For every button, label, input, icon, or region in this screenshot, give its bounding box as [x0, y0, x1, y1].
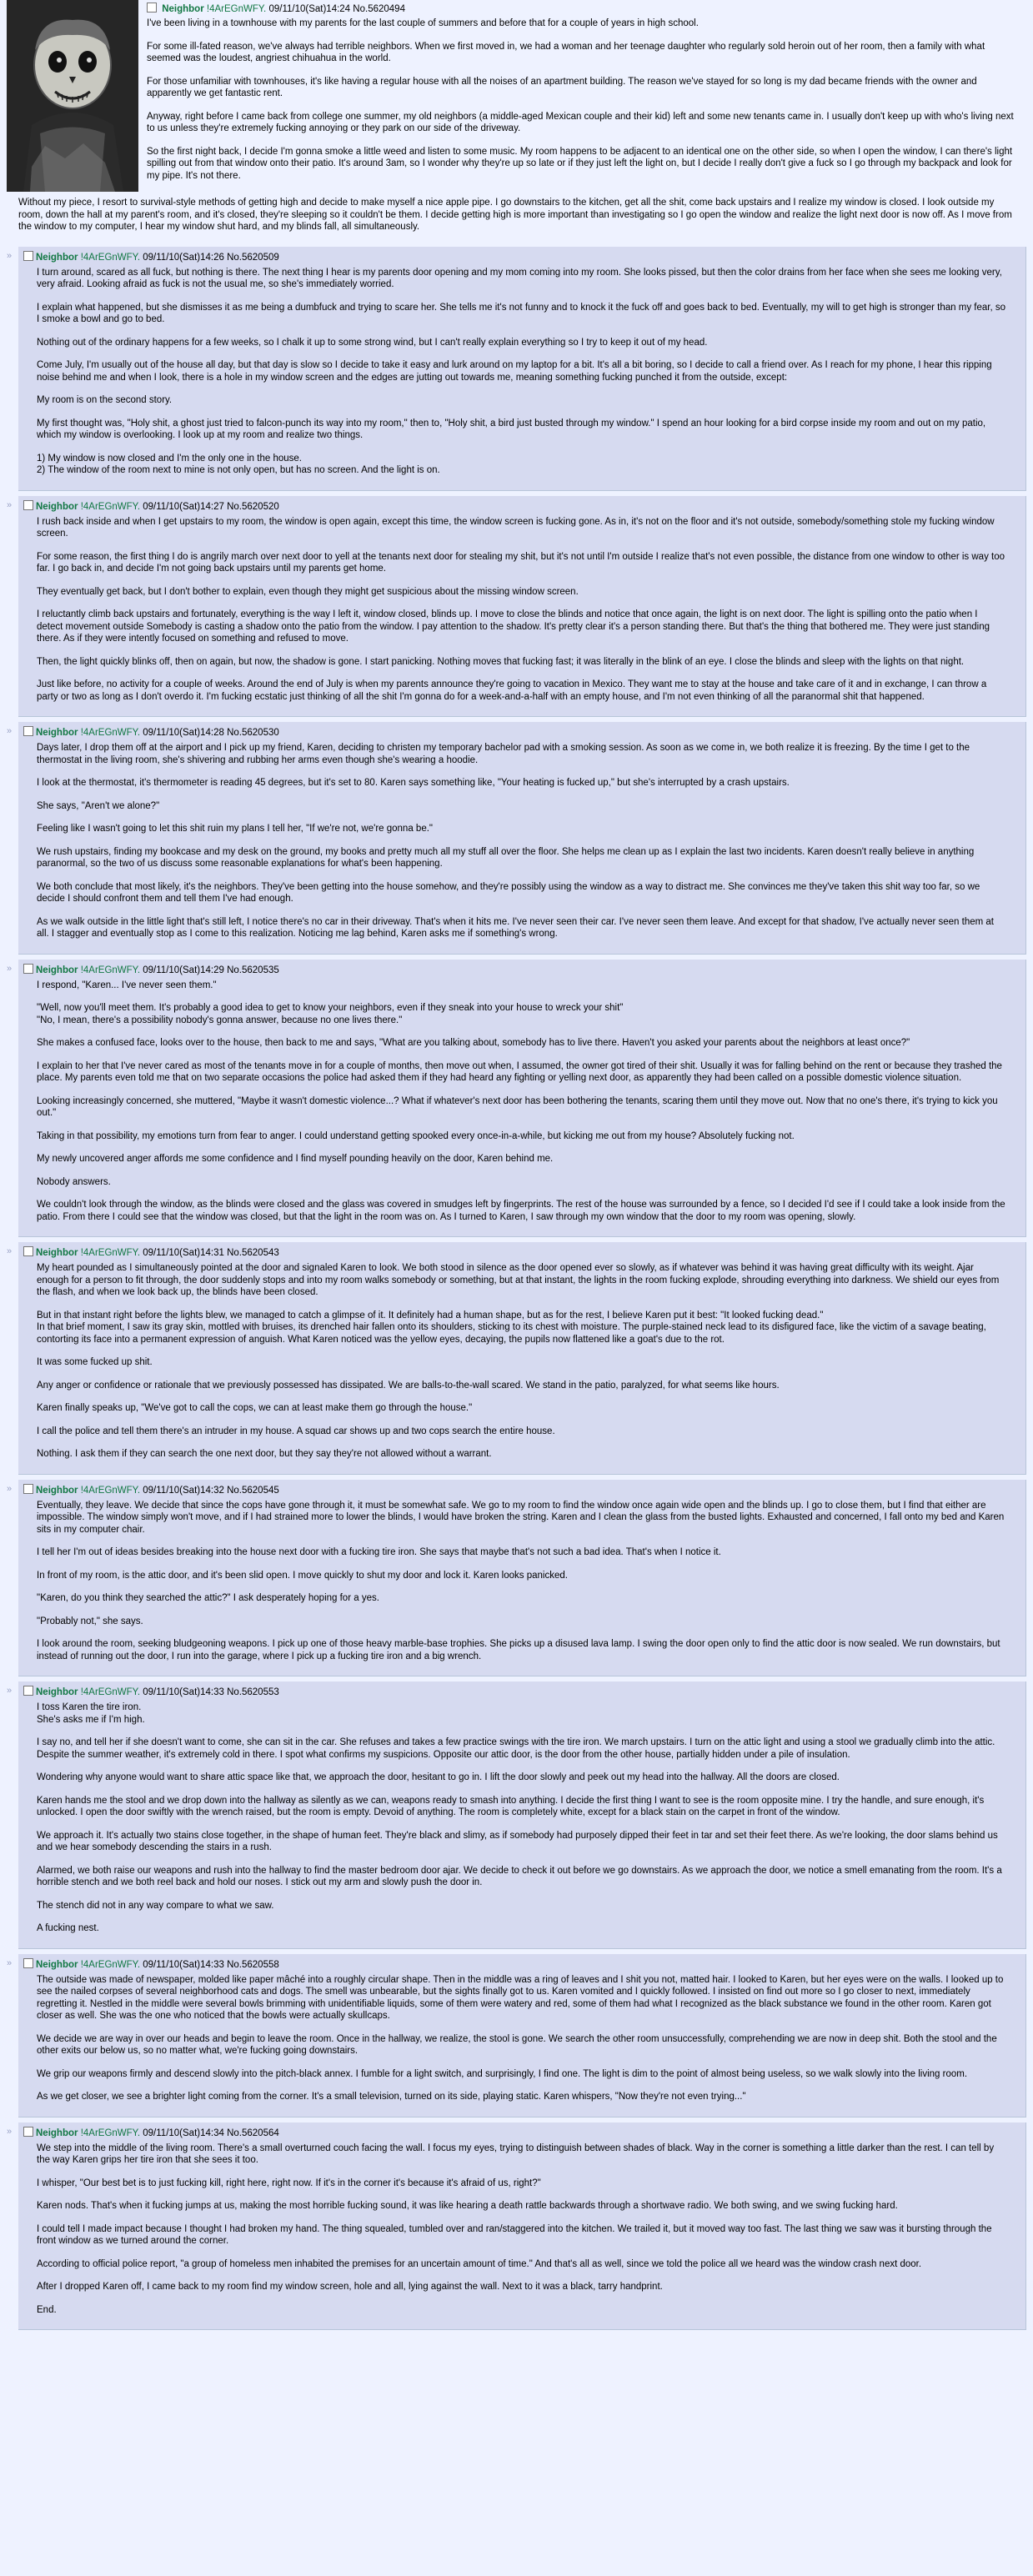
post-paragraph: Then, the light quickly blinks off, then on again, but now, the shadow is gone. I start panicking. Nothing moves that fucking fast; it was literally in the blink of an eye. I close the blinds and sleep with the lights on that night. [37, 656, 965, 667]
poster-tripcode: !4ArEGnWFY. [80, 501, 141, 512]
post-select-checkbox[interactable] [23, 1686, 33, 1696]
post-paragraph: The outside was made of newspaper, molded like paper mâché into a roughly circular shape. Then in the middle was a ring of leaves and I shit you not, matted hair. I looked to Karen, but her eyes were on the walls. I looked up to see the nailed corpses of several neighborhood cats and dogs. The smell was unbearable, but the sights finally got to us. Karen vomited and I quickly followed. I insisted on find out more so I go closer to next, immediately regretting it. Nestled in the middle were several bowls brimming with unidentifiable liquids, some of them were watery and red, some of them had what I recognized as the black substance we found in the other room. Karen got closer as well. She was the one who noticed that the bowls were actually skullcaps. [37, 1974, 1004, 2021]
post-paragraph: I look around the room, seeking bludgeoning weapons. I pick up one of those heavy marble-base trophies. She picks up a disused lava lamp. I swing the door open only to find the attic door is now sealed. We run downstairs, but instead of running out the door, I run into the garage, where I pick up a fucking tire iron and a big wrench. [37, 1639, 1000, 1661]
post-number-link[interactable]: No.5620509 [227, 252, 279, 263]
post-datetime: 09/11/10(Sat)14:24 [268, 4, 351, 14]
post-paragraph: Any anger or confidence or rationale that we previously possessed has dissipated. We are balls-to-the-wall scared. We stand in the patio, paralyzed, for what seems like hours. [37, 1380, 780, 1391]
post-paragraph: The stench did not in any way compare to what we saw. [37, 1900, 274, 1911]
post-paragraph: In front of my room, is the attic door, and it's been slid open. I move quickly to shut my door and lock it. Karen looks panicked. [37, 1570, 568, 1581]
post-paragraph: "Probably not," she says. [37, 1616, 143, 1626]
post-select-checkbox[interactable] [23, 500, 33, 510]
reply-arrow-icon: » [7, 499, 13, 510]
post-paragraph: I reluctantly climb back upstairs and fortunately, everything is the way I left it, window closed, blinds up. I move to close the blinds and notice that once again, the light is on next door. The light is spilling onto the patio when I detect movement outside Somebody is casting a shadow onto the patio from the window. I pay attention to the shadow. It's pretty clear it's a person standing there. But that's the thing that bothered me. They were just standing there. As if they were intently focused on something and refused to move. [37, 609, 990, 644]
post-paragraph: She makes a confused face, looks over to the house, then back to me and says, "What are you talking about, somebody has to live there. Haven't you asked your parents about the neighbors at least once?" [37, 1038, 910, 1048]
post-paragraph: My room is on the second story. [37, 395, 173, 405]
reply-row [7, 1681, 1026, 1952]
reply-post-header [23, 961, 1017, 977]
post-paragraph: We grip our weapons firmly and descend slowly into the pitch-black annex. I fumble for a light switch, and surprisingly, I find one. The light is dim to the point of almost being useless, so we walk slowly into the living room. [37, 2068, 968, 2079]
post-select-checkbox[interactable] [23, 1958, 33, 1968]
reply-list [7, 247, 1026, 2334]
reply-arrow-icon: » [7, 1686, 13, 1696]
post-datetime: 09/11/10(Sat)14:32 [143, 1485, 224, 1496]
post-paragraph: Wondering why anyone would want to share attic space like that, we approach the door, hesitant to go in. I lift the door slowly and peek out my head into the hallway. All the doors are closed. [37, 1772, 840, 1782]
poster-tripcode: !4ArEGnWFY. [80, 965, 141, 975]
reply-post [18, 496, 1026, 718]
post-paragraph: Alarmed, we both raise our weapons and rush into the hallway to find the master bedroom door ajar. We decide to check it out before we go downstairs. As we approach the door, we notice a smell emanating from the room. It's a horrible stench and we both reel back and hold our noses. I stick out my arm and slowly push the door in. [37, 1865, 1002, 1887]
post-paragraph: Days later, I drop them off at the airport and I pick up my friend, Karen, deciding to christen my temporary bachelor pad with a smoking session. As soon as we come in, we both realize it is freezing. By the time I get to the thermostat in the living room, she's shivering and rubbing her arms even though she's wearing a hoodie. [37, 743, 970, 765]
reply-arrow-icon: » [7, 1246, 13, 1256]
post-paragraph: We both conclude that most likely, it's the neighbors. They've been getting into the house somehow, and they're possibly using the window as a way to distract me. She convinces me they've taken this shit way too far, so we decide I should confront them and tell them I've had enough. [37, 881, 980, 904]
poster-tripcode: !4ArEGnWFY. [80, 1687, 141, 1697]
reply-post-message [23, 739, 1017, 940]
post-datetime: 09/11/10(Sat)14:34 [143, 2127, 224, 2138]
post-select-checkbox[interactable] [23, 1246, 33, 1256]
post-paragraph: I turn around, scared as all fuck, but nothing is there. The next thing I hear is my parents door opening and my mom coming into my room. She looks pissed, but then the color drains from her face when she sees me looking very, very afraid. Looking afraid as fuck is not the usual me, so she's immediately worried. [37, 267, 1002, 289]
poster-tripcode: !4ArEGnWFY. [80, 252, 141, 263]
reply-arrow-icon: » [7, 726, 13, 736]
poster-tripcode: !4ArEGnWFY. [80, 728, 141, 738]
poster-name: Neighbor [36, 1959, 78, 1970]
op-image-thumbnail[interactable] [7, 0, 138, 192]
reply-post-message [23, 1497, 1017, 1663]
post-paragraph: We couldn't look through the window, as the blinds were closed and the glass was covered in smudges left by fingerprints. The rest of the house was surrounded by a fence, so I decided I'd see if I could take a look inside from the patio. From there I could see that the window was closed, but that the light in the room was on. As I turned to Karen, I saw through my own window that the door to my room was opening, slowly. [37, 1200, 1005, 1222]
post-datetime: 09/11/10(Sat)14:28 [143, 728, 224, 738]
post-paragraph: "Well, now you'll meet them. It's probably a good idea to get to know your neighbors, even if they sneak into your house to wreck your shit" "No, I mean, there's a possibility nobody's gonna answer, because no one lives there." [37, 1003, 624, 1025]
post-paragraph: They eventually get back, but I don't bother to explain, even though they might get suspicious about the missing window screen. [37, 586, 579, 597]
poster-name: Neighbor [36, 252, 78, 263]
post-paragraph: I call the police and tell them there's an intruder in my house. A squad car shows up and two cops search the entire house. [37, 1426, 555, 1436]
reply-post-message [23, 1260, 1017, 1461]
post-number-link[interactable]: No.5620545 [227, 1485, 279, 1496]
reply-post-header [23, 1683, 1017, 1699]
post-number-link[interactable]: No.5620520 [227, 501, 279, 512]
reply-row [7, 2122, 1026, 2334]
post-paragraph: We step into the middle of the living room. There's a small overturned couch facing the wall. I focus my eyes, trying to distinguish between shades of black. Way in the corner is something a little darker than the rest. I can tell by the way Karen grips her tire iron that she sees it too. [37, 2142, 995, 2165]
post-paragraph: I could tell I made impact because I thought I had broken my hand. The thing squealed, tumbled over and ran/staggered into the kitchen. We trailed it, but it moved way too fast. The last thing we saw was it bursting through the front window as we turned around the corner. [37, 2223, 992, 2246]
poster-name: Neighbor [36, 2127, 78, 2138]
post-paragraph: I look at the thermostat, it's thermometer is reading 45 degrees, but it's set to 80. Karen says something like, "Your heating is fucked up," but she's interrupted by a crash upstairs. [37, 778, 790, 788]
post-datetime: 09/11/10(Sat)14:29 [143, 965, 224, 975]
reply-post [18, 722, 1026, 955]
post-paragraph: After I dropped Karen off, I came back to my room find my window screen, hole and all, lying against the wall. Next to it was a black, tarry handprint. [37, 2282, 663, 2292]
poster-name: Neighbor [36, 1485, 78, 1496]
post-paragraph: Come July, I'm usually out of the house all day, but that day is slow so I decide to take it easy and lurk around on my laptop for a bit. It's all a bit boring, so I decide to call a friend over. As I reach for my phone, I hear this ripping noise behind me and when I look, there is a hole in my window screen and the edges are jutting out towards me, meaning something fucking punched it from the outside, except: [37, 360, 992, 383]
poster-name: Neighbor [36, 501, 78, 512]
reply-post-header [23, 248, 1017, 264]
reply-row [7, 247, 1026, 494]
reply-post-header [23, 1956, 1017, 1972]
reply-post [18, 1681, 1026, 1949]
post-paragraph: I've been living in a townhouse with my parents for the last couple of summers and before that for a couple of years in high school. [147, 18, 699, 28]
post-paragraph: Karen hands me the stool and we drop down into the hallway as silently as we can, weapons ready to smash into anything. I decide the first thing I want to see is the room opposite mine. I try the handle, and sure enough, it's unlocked. I open the door swiftly with the wrench raised, but the room is empty. Devoid of anything. The room is completely white, except for a black stain on the carpet in front of the window. [37, 1795, 985, 1817]
post-paragraph: But in that instant right before the lights blew, we managed to catch a glimpse of it. It definitely had a human shape, but as for the rest, I believe Karen put it best: "It looked fucking dead." In that brief moment, I saw its gray skin, mottled with bruises, its drenched hair fallen onto its shoulders, sticking to its chest with moisture. The purple-stained neck lead to its disfigured face, like the victim of a savage beating, contorting its face into a permanent expression of anguish. What Karen noticed was the yellow eyes, decaying, the pupils now flattened like a goat's due to the rot. [37, 1310, 986, 1345]
post-datetime: 09/11/10(Sat)14:31 [143, 1248, 224, 1258]
reply-post [18, 1954, 1026, 2117]
reply-post [18, 960, 1026, 1238]
reply-row [7, 1480, 1026, 1681]
poster-tripcode: !4ArEGnWFY. [206, 4, 267, 14]
post-select-checkbox[interactable] [23, 2127, 33, 2137]
post-paragraph: Nothing. I ask them if they can search the one next door, but they say they're not allowed without a warrant. [37, 1449, 492, 1459]
reply-arrow-icon: » [7, 1957, 13, 1968]
post-paragraph: My first thought was, "Holy shit, a ghost just tried to falcon-punch its way into my room," then to, "Holy shit, a bird just busted through my window." I spend an hour looking for a bird corpse inside my room and out on my patio, which my window is overlooking. I look up at my room and realize two things. [37, 418, 986, 440]
post-select-checkbox[interactable] [23, 251, 33, 261]
post-number-link[interactable]: No.5620543 [227, 1248, 279, 1258]
post-paragraph: I explain to her that I've never cared as most of the tenants move in for a couple of months, then move out when, I assumed, the owner got tired of their shit. Usually it was for falling behind on the rent or because they trashed the place. My parents even told me that on two separate occasions the police had asked them if they had heard any fighting or yelling next door, as apparently they had been called on a possible domestic violence situation. [37, 1060, 1002, 1083]
reply-post-message [23, 1972, 1017, 2103]
post-number-link[interactable]: No.5620553 [227, 1687, 279, 1697]
post-paragraph: As we get closer, we see a brighter light coming from the corner. It's a small television, turned on its side, playing static. Karen whispers, "Now they're not even trying..." [37, 2092, 746, 2102]
post-paragraph: Without my piece, I resort to survival-style methods of getting high and decide to make myself a nice apple pipe. I go downstairs to the kitchen, get all the shit, come back upstairs and I realize my window is closed. I look outside my room, down the hall at my parent's room, and it's closed, they're sleeping so it couldn't be them. I decide getting high is more important than investigating so I go open the window and realize the light next door is now off. As I move from the window to my computer, I hear my window shut hard, and my blinds fall, all simultaneously. [18, 198, 1012, 232]
post-select-checkbox[interactable] [23, 964, 33, 974]
op-post-message-continued [7, 197, 1026, 233]
reply-post [18, 1242, 1026, 1475]
post-paragraph: She says, "Aren't we alone?" [37, 800, 160, 811]
reply-post-header [23, 2124, 1017, 2140]
poster-name: Neighbor [36, 965, 78, 975]
post-paragraph: I explain what happened, but she dismisses it as me being a dumbfuck and trying to scare her. She tells me it's not funny and to knock it the fuck off and goes back to bed. Eventually, my will to get high is stronger than my fear, so I smoke a bowl and go to bed. [37, 302, 1005, 324]
post-datetime: 09/11/10(Sat)14:26 [143, 252, 224, 263]
poster-name: Neighbor [36, 1248, 78, 1258]
post-paragraph: I whisper, "Our best bet is to just fucking kill, right here, right now. If it's in the corner it's because it's afraid of us, right?" [37, 2178, 541, 2188]
op-post [7, 0, 1026, 245]
reply-post-message [23, 977, 1017, 1224]
post-paragraph: For those unfamiliar with townhouses, it's like having a regular house with all the noises of an apartment building. The reason we've stayed for so long is my dad became friends with the owner and apparently we get fantastic rent. [147, 76, 977, 98]
post-paragraph: Eventually, they leave. We decide that since the cops have gone through it, it must be somewhat safe. We go to my room to find the window once again wide open and the blinds up. I go to close them, but I find that either are impossible. The window simply won't move, and if I had strained more to lower the blinds, I would have broken the string. Karen and I clean the glass from the busted lights. Exhausted and concerned, I fall onto my bed and Karen sits in my computer chair. [37, 1500, 1005, 1535]
post-paragraph: Feeling like I wasn't going to let this shit ruin my plans I tell her, "If we're not, we're gonna be." [37, 824, 433, 834]
poster-tripcode: !4ArEGnWFY. [80, 1485, 141, 1496]
post-paragraph: We approach it. It's actually two stains close together, in the shape of human feet. They're black and slimy, as if somebody had purposely dipped their feet in tar and set their feet there. As we're looking, the door slams behind us and we hear somebody descending the stairs in a rush. [37, 1830, 998, 1852]
reply-row [7, 496, 1026, 721]
reply-post-message [23, 1699, 1017, 1935]
reply-arrow-icon: » [7, 2126, 13, 2137]
post-paragraph: "Karen, do you think they searched the attic?" I ask desperately hoping for a yes. [37, 1593, 379, 1603]
post-paragraph: I toss Karen the tire iron. She's asks me if I'm high. [37, 1702, 145, 1725]
reply-arrow-icon: » [7, 250, 13, 261]
reply-post-message [23, 264, 1017, 477]
reply-arrow-icon: » [7, 963, 13, 974]
post-select-checkbox[interactable] [147, 3, 157, 13]
post-paragraph: Just like before, no activity for a couple of weeks. Around the end of July is when my parents announce they're going to vacation in Mexico. They want me to stay at the house and take care of it and in exchange, I can throw a party or two as long as I don't overdo it. I'm fucking ecstatic just thinking of all the shit I'm gonna do for a week-and-a-half with an empty house, and I'm not even thinking of all the paranormal shit that happened. [37, 679, 987, 702]
post-paragraph: Nothing out of the ordinary happens for a few weeks, so I chalk it up to some strong wind, but I can't really explain everything so I try to keep it out of my head. [37, 337, 708, 348]
poster-tripcode: !4ArEGnWFY. [80, 1248, 141, 1258]
reply-post [18, 2122, 1026, 2331]
post-paragraph: I respond, "Karen... I've never seen them." [37, 980, 217, 990]
post-paragraph: Anyway, right before I came back from college one summer, my old neighbors (a middle-aged Mexican couple and their kid) left and some new tenants came in. I usually don't keep up with who's living next to us unless they're extremely fucking annoying or they park on our side of the driveway. [147, 111, 1014, 133]
reply-row [7, 960, 1026, 1241]
post-paragraph: Karen nods. That's when it fucking jumps at us, making the most horrible fucking sound, it was like hearing a death rattle backwards through a shortwave radio. We both swing, and we swing fucking hard. [37, 2201, 898, 2211]
reply-row [7, 722, 1026, 958]
op-post-header [7, 0, 1026, 16]
post-paragraph: For some ill-fated reason, we've always had terrible neighbors. When we first moved in, we had a woman and her teenage daughter who regularly sold heroin out of her room, then a family with what seemed was the loudest, angriest chihuahua in the world. [147, 41, 985, 63]
post-number-link[interactable]: No.5620564 [227, 2127, 279, 2138]
post-paragraph: For some reason, the first thing I do is angrily march over next door to yell at the tenants next door for stealing my shit, but it's not until I'm outside I realize that's not even possible, the distance from one window to other is way too far. I go back in, and decide I'm not going back upstairs until my parents get home. [37, 551, 1005, 574]
reply-post-message [23, 514, 1017, 704]
reply-post-header [23, 1481, 1017, 1497]
post-paragraph: I rush back inside and when I get upstairs to my room, the window is open again, except this time, the window screen is fucking gone. As in, it's not on the floor and it's not outside, somebody/something stole my fucking window screen. [37, 516, 995, 539]
post-paragraph: I tell her I'm out of ideas besides breaking into the house next door with a fucking tire iron. She says that maybe that's not such a bad idea. That's when I notice it. [37, 1547, 721, 1557]
reply-post-message [23, 2140, 1017, 2317]
reply-row [7, 1954, 1026, 2121]
post-datetime: 09/11/10(Sat)14:33 [143, 1687, 224, 1697]
post-paragraph: It was some fucked up shit. [37, 1357, 153, 1367]
poster-name: Neighbor [36, 1687, 78, 1697]
post-paragraph: My newly uncovered anger affords me some confidence and I find myself pounding heavily on the door, Karen behind me. [37, 1154, 554, 1164]
post-paragraph: We rush upstairs, finding my bookcase and my desk on the ground, my books and pretty much all my stuff all over the floor. She helps me clean up as I explain the last two incidents. Karen doesn't really believe in anything paranormal, so the two of us discuss some reasonable explanations for what's been happening. [37, 846, 975, 869]
reply-post-header [23, 1244, 1017, 1260]
reply-post [18, 247, 1026, 491]
post-select-checkbox[interactable] [23, 726, 33, 736]
post-datetime: 09/11/10(Sat)14:33 [143, 1959, 224, 1970]
post-paragraph: Taking in that possibility, my emotions turn from fear to anger. I could understand getting spooked every once-in-a-while, but kicking me out from my house? Absolutely fucking not. [37, 1130, 795, 1141]
post-paragraph: I say no, and tell her if she doesn't want to come, she can sit in the car. She refuses and takes a few practice swings with the tire iron. We march upstairs. I turn on the attic light and using a stool we gradually climb into the attic. Despite the summer weather, it's extremely cold in there. I spot what confirms my suspicions. Opposite our attic door, is the door from the other house, partially hidden under a pile of insulation. [37, 1737, 995, 1760]
poster-tripcode: !4ArEGnWFY. [80, 2127, 141, 2138]
post-paragraph: End. [37, 2304, 57, 2315]
poster-name: Neighbor [36, 728, 78, 738]
post-number-link[interactable]: No.5620494 [353, 4, 405, 14]
post-paragraph: My heart pounded as I simultaneously pointed at the door and signaled Karen to look. We both stood in silence as the door opened ever so slowly, as if whatever was behind it was having great difficulty with its weight. Ajar enough for a person to fit through, the door suddenly stops and into my room walks somebody or something, but at that instant, the lights in the room fucking explode, shrouding everything into darkness. We shield our eyes from the flash, and when we look back up, the blinds have been closed. [37, 1263, 1000, 1297]
post-number-link[interactable]: No.5620558 [227, 1959, 279, 1970]
reply-arrow-icon: » [7, 1483, 13, 1494]
post-number-link[interactable]: No.5620535 [227, 965, 279, 975]
post-paragraph: A fucking nest. [37, 1923, 99, 1933]
post-paragraph: 1) My window is now closed and I'm the only one in the house. 2) The window of the room next to mine is not only open, but has no screen. And the light is on. [37, 453, 440, 475]
post-paragraph: Karen finally speaks up, "We've got to call the cops, we can at least make them go through the house." [37, 1403, 473, 1413]
post-select-checkbox[interactable] [23, 1484, 33, 1494]
reply-post-header [23, 498, 1017, 514]
reply-post [18, 1480, 1026, 1677]
post-number-link[interactable]: No.5620530 [227, 728, 279, 738]
op-post-message [7, 16, 1026, 182]
reply-post-header [23, 724, 1017, 739]
poster-name: Neighbor [162, 4, 204, 14]
reply-row [7, 1242, 1026, 1478]
poster-tripcode: !4ArEGnWFY. [80, 1959, 141, 1970]
post-paragraph: Looking increasingly concerned, she muttered, "Maybe it wasn't domestic violence...? What if whatever's next door has been bothering the tenants, scaring them until they move out. Now that no one's there, it's trying to kick you out." [37, 1095, 998, 1118]
post-paragraph: Nobody answers. [37, 1176, 111, 1187]
post-paragraph: According to official police report, "a group of homeless men inhabited the premises for an uncertain amount of time." And that's all as well, since we told the police all we heard was the window crash next door. [37, 2258, 922, 2269]
post-paragraph: We decide we are way in over our heads and begin to leave the room. Once in the hallway, we realize, the stool is gone. We search the other room unsuccessfully, comprehending we are now in deep shit. Both the stool and the other exits our below us, so no matter what, we're fucking going downstairs. [37, 2033, 997, 2056]
post-paragraph: As we walk outside in the little light that's still left, I notice there's no car in their driveway. That's when it hits me. I've never seen their car. I've never seen them leave. And except for that shadow, I've actually never seen them at all. I stagger and eventually stop as I come to this realization. Noticing me lag behind, Karen asks me if something's wrong. [37, 916, 994, 939]
post-datetime: 09/11/10(Sat)14:27 [143, 501, 224, 512]
post-paragraph: So the first night back, I decide I'm gonna smoke a little weed and listen to some music. My room happens to be adjacent to an identical one on the other side, so when I open the window, I can there's light spilling out from that window onto their patio. It's around 3am, so I wonder why they're up so late or if they just left the light on, but I decide I really don't give a fuck so I go through my backpack and look for my pipe. It's not there. [147, 146, 1013, 181]
creepy-doll-image [7, 0, 138, 192]
